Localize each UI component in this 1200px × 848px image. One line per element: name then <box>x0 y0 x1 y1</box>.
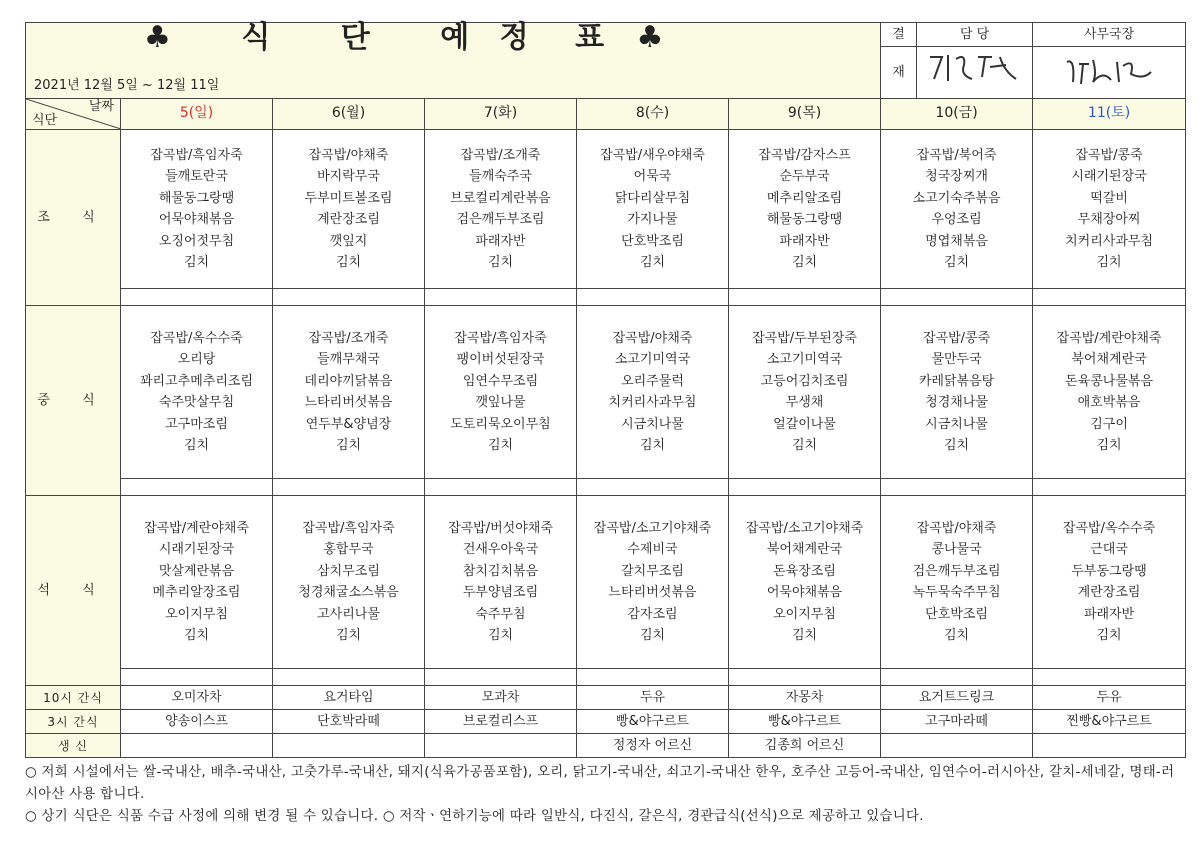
menu-item: 김치 <box>639 438 666 453</box>
snack-row <box>26 734 1186 758</box>
menu-item: 치커리사과무침 <box>1065 233 1154 249</box>
menu-item: 느타리버섯볶음 <box>608 585 697 600</box>
menu-item: 콩나물국 <box>931 542 982 557</box>
meal-row <box>26 496 1186 669</box>
meal-label: 석 식 <box>26 496 121 686</box>
menu-item: 파래자반 <box>1083 606 1135 622</box>
menu-item: 닭다리살무침 <box>614 190 691 206</box>
menu-item: 삼치무조림 <box>317 563 380 579</box>
meal-label: 중 식 <box>26 306 121 496</box>
menu-item: 애호박볶음 <box>1077 395 1141 410</box>
menu-item: 소고기숙주볶음 <box>912 190 1001 206</box>
spacer-cell <box>729 669 881 686</box>
meal-cell <box>881 130 1033 289</box>
menu-item: 메추리알조림 <box>766 190 843 206</box>
meal-cell <box>1033 306 1186 479</box>
menu-item: 김치 <box>1096 438 1122 453</box>
snack-cell <box>425 734 577 758</box>
menu-item: 느타리버섯볶음 <box>304 395 393 410</box>
meal-spacer-row <box>26 669 1186 686</box>
menu-item: 고구마조림 <box>165 416 228 432</box>
date-range: 2021년 12월 5일 ~ 12월 11일 <box>34 77 220 93</box>
menu-item: 청경채굴소스볶음 <box>298 585 399 600</box>
menu-item: 도토리묵오이무침 <box>450 416 551 432</box>
menu-item: 잡곡밥/조개죽 <box>460 147 541 163</box>
change-note: ○ 상기 식단은 식품 수급 사정에 의해 변경 될 수 있습니다. ○ 저작ㆍ연하기능에 따라 일반식, 다진식, 갈은식, 경관급식(선식)으로 제공하고 있습니다. <box>25 809 924 824</box>
menu-item: 계란장조림 <box>317 212 380 227</box>
menu-item: 브로컬리계란볶음 <box>450 190 551 206</box>
menu-item: 오이지무침 <box>773 606 836 622</box>
spacer-cell <box>273 289 425 306</box>
club-icon: ♣ <box>636 20 665 55</box>
handwritten-signature-icon <box>1059 52 1159 92</box>
spacer-cell <box>881 479 1033 496</box>
day-header-fri: 10(금) <box>881 99 1033 130</box>
meal-cell <box>729 130 881 289</box>
spacer-cell <box>577 669 729 686</box>
menu-item: 잡곡밥/새우야채죽 <box>600 147 705 163</box>
spacer-cell <box>425 669 577 686</box>
menu-item: 떡갈비 <box>1090 190 1128 206</box>
menu-item: 들깨토란국 <box>165 169 228 184</box>
approval-label-top: 결 <box>881 23 917 47</box>
spacer-cell <box>1033 479 1186 496</box>
snack-label: 3시 간식 <box>26 710 121 734</box>
day-header-tue: 7(화) <box>425 99 577 130</box>
approval-label-bottom: 재 <box>881 46 917 98</box>
menu-item: 청경채나물 <box>925 395 988 410</box>
menu-item: 북어채계란국 <box>766 542 843 557</box>
menu-item: 바지락무국 <box>317 169 380 184</box>
snack-cell: 오미자차 <box>121 686 273 710</box>
spacer-cell <box>273 479 425 496</box>
spacer-cell <box>121 669 273 686</box>
menu-item: 오리탕 <box>177 352 216 367</box>
menu-item: 건새우아욱국 <box>462 542 539 557</box>
menu-item: 잡곡밥/옥수수죽 <box>150 330 243 346</box>
menu-item: 가지나물 <box>627 212 678 227</box>
spacer-cell <box>881 669 1033 686</box>
title-char: 정 <box>499 20 530 55</box>
menu-item: 소고기미역국 <box>614 352 691 367</box>
menu-item: 팽이버섯된장국 <box>456 352 545 367</box>
menu-item: 김치 <box>791 628 818 643</box>
snack-cell: 찐빵&야구르트 <box>1033 710 1186 734</box>
spacer-cell <box>1033 289 1186 306</box>
snack-cell <box>273 734 425 758</box>
menu-item: 돈육장조림 <box>773 563 836 579</box>
meal-cell <box>1033 130 1186 289</box>
meal-cell <box>425 496 577 669</box>
menu-item: 잡곡밥/흑임자죽 <box>302 520 395 536</box>
menu-item: 깻잎나물 <box>475 395 526 410</box>
origin-note: ○ 저희 시설에서는 쌀-국내산, 배추-국내산, 고춧가루-국내산, 돼지(식육가공품포함), 오리, 닭고기-국내산, 쇠고기-국내산 한우, 호주산 고등어-국내산, 임연수어-러시아산, 갈치-세네갈, 명태-러시아산 사용 합니다. <box>25 765 1175 802</box>
menu-item: 우엉조림 <box>931 212 982 227</box>
approval-role: 사무국장 <box>1033 23 1186 47</box>
meal-cell <box>729 306 881 479</box>
menu-item: 홍합무국 <box>323 542 374 557</box>
menu-item: 해물동그랑땡 <box>158 190 235 206</box>
snack-cell: 두유 <box>577 686 729 710</box>
day-header-sat: 11(토) <box>1033 99 1186 130</box>
snack-cell: 자몽차 <box>729 686 881 710</box>
menu-item: 김치 <box>639 628 666 643</box>
spacer-cell <box>577 289 729 306</box>
menu-item: 잡곡밥/흑임자죽 <box>150 147 243 163</box>
signature-manager <box>917 46 1033 98</box>
spacer-cell <box>121 289 273 306</box>
menu-item: 잡곡밥/두부된장죽 <box>752 330 857 346</box>
menu-item: 김치 <box>1096 255 1122 270</box>
menu-item: 잡곡밥/콩죽 <box>1075 147 1143 163</box>
menu-item: 들깨무채국 <box>317 352 380 367</box>
menu-item: 김치 <box>487 628 514 643</box>
snack-cell: 양송이스프 <box>121 710 273 734</box>
menu-item: 단호박조림 <box>925 606 988 622</box>
snack-cell: 요거타임 <box>273 686 425 710</box>
title-char: 단 <box>340 20 371 55</box>
snack-row <box>26 686 1186 710</box>
title-block <box>26 20 881 99</box>
meal-cell <box>881 306 1033 479</box>
menu-item: 김치 <box>487 255 514 270</box>
menu-item: 잡곡밥/계란야채죽 <box>1056 330 1162 346</box>
menu-item: 잡곡밥/야채죽 <box>308 147 389 163</box>
club-icon: ♣ <box>144 20 172 55</box>
meal-cell <box>881 496 1033 669</box>
menu-item: 김치 <box>183 628 210 643</box>
menu-item: 검은깨두부조림 <box>912 563 1001 579</box>
snack-cell: 빵&야구르트 <box>577 710 729 734</box>
snack-cell <box>881 734 1033 758</box>
corner-label-meal: 식단 <box>32 113 58 128</box>
menu-item: 잡곡밥/야채죽 <box>916 520 997 536</box>
menu-item: 김구이 <box>1090 416 1128 432</box>
menu-item: 김치 <box>944 438 970 453</box>
snack-label: 생 신 <box>26 734 121 758</box>
snack-cell: 브로컬리스프 <box>425 710 577 734</box>
menu-item: 돈육콩나물볶음 <box>1065 373 1154 389</box>
day-header-thu: 9(목) <box>729 99 881 130</box>
footnotes <box>25 762 1185 828</box>
menu-item: 김치 <box>639 255 666 270</box>
menu-item: 단호박조림 <box>621 233 684 249</box>
meal-cell <box>729 496 881 669</box>
menu-item: 잡곡밥/계란야채죽 <box>144 520 249 536</box>
menu-item: 잡곡밥/옥수수죽 <box>1062 520 1156 536</box>
menu-item: 잡곡밥/야채죽 <box>612 330 693 346</box>
menu-item: 잡곡밥/버섯야채죽 <box>448 520 553 536</box>
menu-item: 김치 <box>335 628 362 643</box>
menu-item: 김치 <box>944 628 970 643</box>
menu-item: 시금치나물 <box>621 416 684 432</box>
menu-item: 시래기된장국 <box>158 542 235 557</box>
meal-spacer-row <box>26 289 1186 306</box>
menu-item: 어묵야채볶음 <box>158 212 235 227</box>
menu-item: 잡곡밥/조개죽 <box>308 330 389 346</box>
meal-row <box>26 306 1186 479</box>
menu-item: 시금치나물 <box>925 416 988 432</box>
menu-item: 김치 <box>487 438 514 453</box>
menu-item: 시래기된장국 <box>1071 169 1147 184</box>
menu-item: 두부동그랑땡 <box>1071 563 1147 579</box>
menu-item: 김치 <box>1096 628 1122 643</box>
title-char: 표 <box>575 20 606 55</box>
snack-cell: 두유 <box>1033 686 1186 710</box>
meal-cell <box>273 130 425 289</box>
meal-cell <box>121 306 273 479</box>
spacer-cell <box>881 289 1033 306</box>
menu-item: 데리야끼닭볶음 <box>304 373 393 389</box>
title-char: 예 <box>440 20 471 55</box>
spacer-cell <box>577 479 729 496</box>
day-header-mon: 6(월) <box>273 99 425 130</box>
menu-item: 숙주무침 <box>475 606 526 622</box>
menu-item: 김치 <box>335 255 362 270</box>
menu-sheet <box>25 22 1185 758</box>
spacer-cell <box>121 479 273 496</box>
signature-director-group <box>1033 46 1186 98</box>
snack-cell: 모과차 <box>425 686 577 710</box>
menu-item: 파래자반 <box>779 233 830 249</box>
meal-cell <box>121 130 273 289</box>
menu-item: 임연수무조림 <box>462 373 539 389</box>
menu-item: 어묵야채볶음 <box>766 585 843 600</box>
meal-cell <box>577 496 729 669</box>
spacer-cell <box>729 479 881 496</box>
meal-cell <box>425 130 577 289</box>
menu-item: 맛살계란볶음 <box>158 563 235 579</box>
menu-item: 김치 <box>791 255 818 270</box>
menu-item: 두부미트볼조림 <box>304 190 393 206</box>
spacer-cell <box>425 479 577 496</box>
menu-item: 잡곡밥/흑임자죽 <box>454 330 547 346</box>
menu-item: 계란장조림 <box>1077 585 1141 600</box>
weekly-menu-table <box>25 22 1186 758</box>
menu-item: 두부양념조림 <box>462 585 539 600</box>
menu-item: 잡곡밥/북어죽 <box>916 147 997 163</box>
menu-item: 카레닭볶음탕 <box>918 373 995 389</box>
snack-cell: 정정자 어르신 <box>577 734 729 758</box>
menu-item: 고사리나물 <box>317 606 380 622</box>
menu-item: 북어채계란국 <box>1071 352 1147 367</box>
menu-item: 수제비국 <box>627 542 678 557</box>
menu-item: 참치김치볶음 <box>462 563 539 579</box>
meal-cell <box>273 496 425 669</box>
menu-item: 잡곡밥/소고기야채죽 <box>593 520 712 536</box>
menu-item: 청국장찌개 <box>925 169 988 184</box>
menu-item: 소고기미역국 <box>766 352 843 367</box>
menu-item: 감자조림 <box>627 606 678 622</box>
meal-cell <box>577 306 729 479</box>
menu-item: 순두부국 <box>779 169 830 184</box>
spacer-cell <box>1033 669 1186 686</box>
menu-item: 연두부&양념장 <box>305 416 392 432</box>
menu-item: 파래자반 <box>475 233 526 249</box>
snack-rows <box>26 686 1186 758</box>
snack-cell: 요거트드링크 <box>881 686 1033 710</box>
approval-role: 담 당 <box>917 23 1033 47</box>
menu-item: 무생채 <box>785 395 824 410</box>
menu-item: 김치 <box>183 255 210 270</box>
snack-row <box>26 710 1186 734</box>
menu-item: 깻잎지 <box>329 233 368 249</box>
menu-item: 오이지무침 <box>165 606 228 622</box>
menu-item: 잡곡밥/감자스프 <box>758 147 851 163</box>
meal-cell <box>425 306 577 479</box>
menu-item: 꽈리고추메추리조림 <box>139 373 254 389</box>
menu-item: 숙주맛살무침 <box>158 395 235 410</box>
menu-item: 김치 <box>183 438 210 453</box>
meal-cell <box>121 496 273 669</box>
menu-item: 녹두묵숙주무침 <box>912 585 1001 600</box>
menu-item: 김치 <box>335 438 362 453</box>
corner-header <box>26 99 121 130</box>
title-char: 식 <box>241 20 272 55</box>
snack-cell: 김종희 어르신 <box>729 734 881 758</box>
menu-item: 해물동그랑땡 <box>766 212 843 227</box>
meal-cell <box>577 130 729 289</box>
menu-item: 들깨숙주국 <box>469 169 532 184</box>
day-header-wed: 8(수) <box>577 99 729 130</box>
meal-row <box>26 130 1186 289</box>
menu-item: 잡곡밥/콩죽 <box>922 330 991 346</box>
menu-item: 김치 <box>944 255 970 270</box>
snack-label: 10시 간식 <box>26 686 121 710</box>
corner-label-date: 날짜 <box>88 99 114 114</box>
menu-item: 갈치무조림 <box>621 563 684 579</box>
handwritten-signature-icon <box>920 49 1030 89</box>
menu-item: 오리주물럭 <box>621 373 684 389</box>
day-header-sun: 5(일) <box>121 99 273 130</box>
snack-cell: 고구마라떼 <box>881 710 1033 734</box>
meal-label: 조 식 <box>26 130 121 306</box>
meal-cell <box>1033 496 1186 669</box>
menu-item: 명엽채볶음 <box>925 233 988 249</box>
spacer-cell <box>425 289 577 306</box>
menu-item: 메추리알장조림 <box>152 585 241 600</box>
menu-item: 검은깨두부조림 <box>456 212 545 227</box>
menu-item: 어묵국 <box>633 169 672 184</box>
meal-spacer-row <box>26 479 1186 496</box>
snack-cell: 빵&야구르트 <box>729 710 881 734</box>
menu-item: 치커리사과무침 <box>608 395 697 410</box>
menu-item: 고등어김치조림 <box>760 373 849 389</box>
menu-item: 무채장아찌 <box>1077 212 1141 227</box>
menu-item: 얼갈이나물 <box>773 416 836 432</box>
spacer-cell <box>729 289 881 306</box>
menu-item: 물만두국 <box>931 352 982 367</box>
menu-item: 잡곡밥/소고기야채죽 <box>745 520 864 536</box>
snack-cell <box>121 734 273 758</box>
menu-item: 김치 <box>791 438 818 453</box>
snack-cell <box>1033 734 1186 758</box>
meal-rows <box>26 130 1186 686</box>
meal-cell <box>273 306 425 479</box>
menu-item: 오징어젓무침 <box>158 233 235 249</box>
page-title <box>144 20 665 55</box>
spacer-cell <box>273 669 425 686</box>
snack-cell: 단호박라떼 <box>273 710 425 734</box>
menu-item: 근대국 <box>1090 542 1128 557</box>
